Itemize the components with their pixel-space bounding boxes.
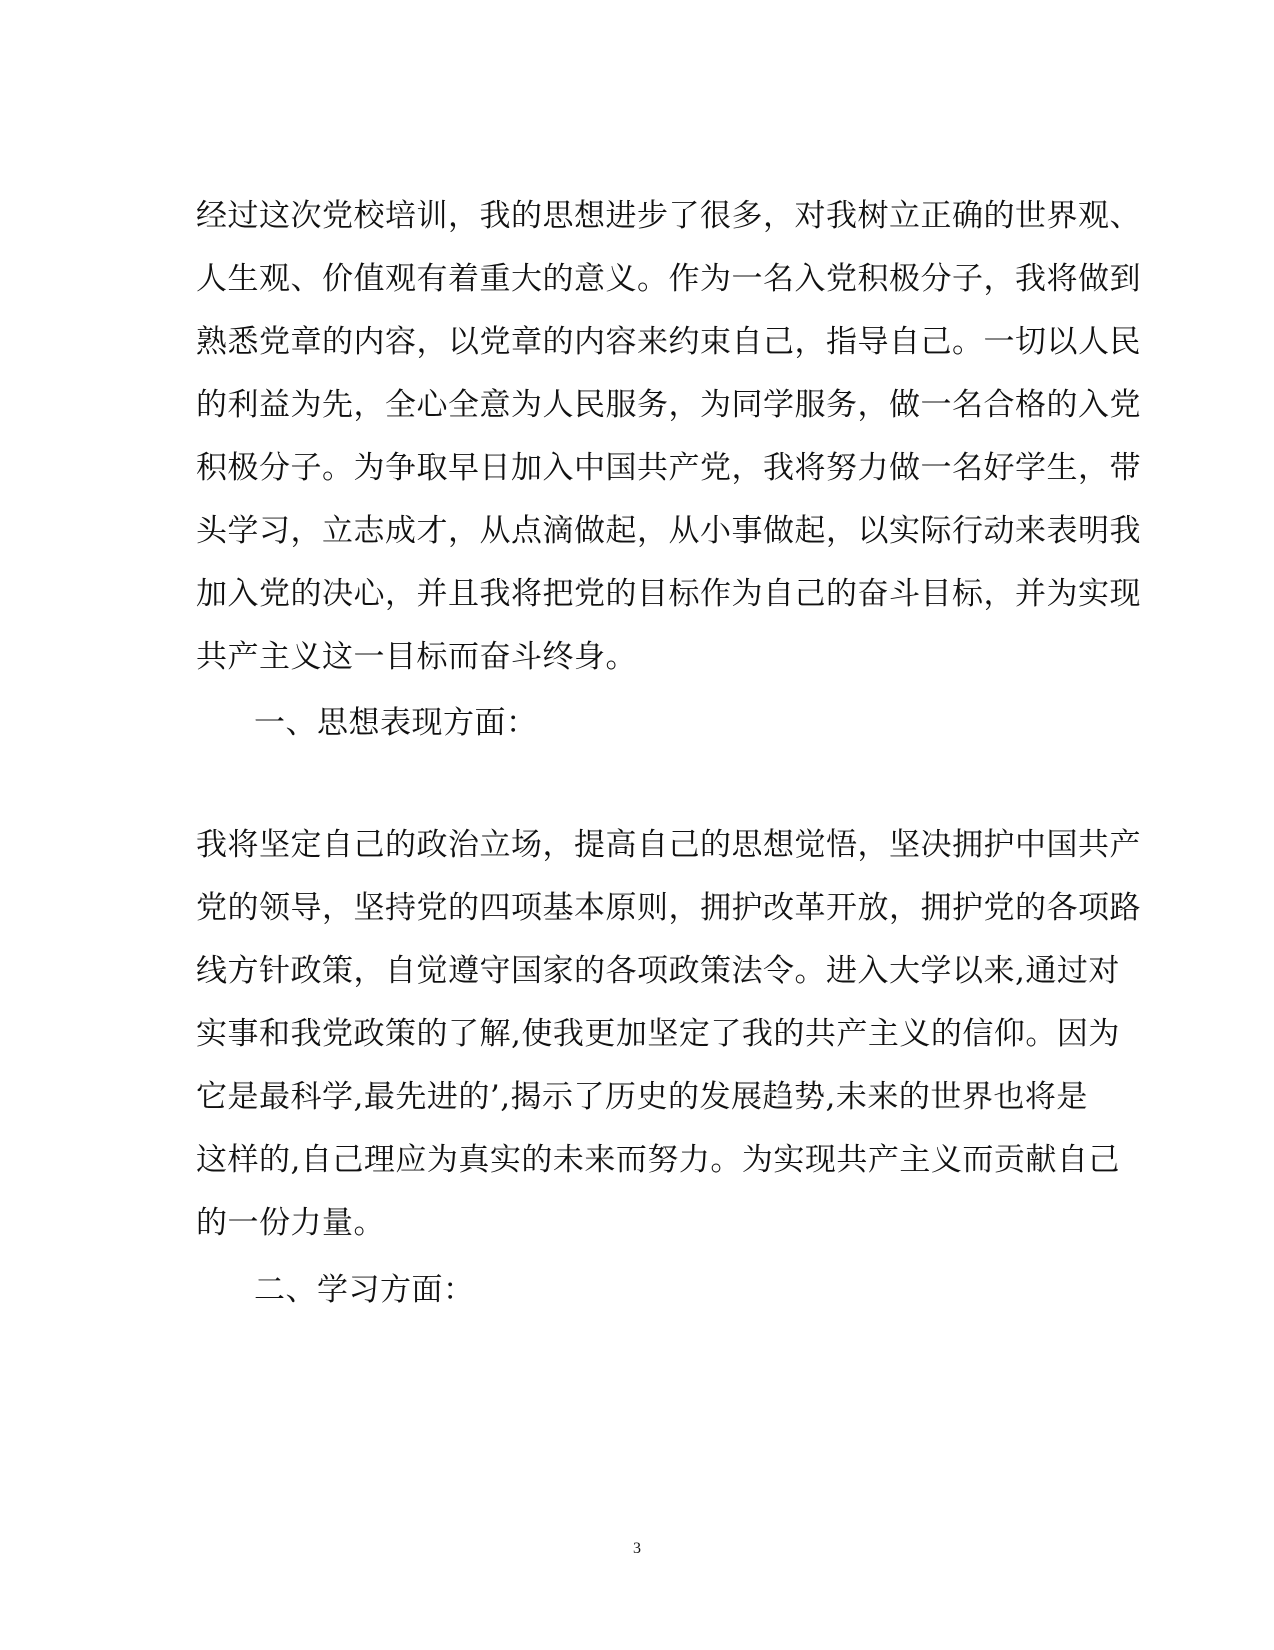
paragraph-line: 人生观、价值观有着重大的意义。作为一名入党积极分子，我将做到 [196,261,1141,297]
paragraph-line: 的利益为先，全心全意为人民服务，为同学服务，做一名合格的入党 [196,387,1141,423]
section-heading-2: 二、学习方面： [254,1272,475,1308]
paragraph-line: 它是最科学,最先进的’,揭示了历史的发展趋势,未来的世界也将是 [196,1079,1088,1115]
paragraph-line: 熟悉党章的内容，以党章的内容来约束自己，指导自己。一切以人民 [196,324,1141,360]
paragraph-line: 线方针政策，自觉遵守国家的各项政策法令。进入大学以来,通过对 [196,953,1120,989]
section-heading-1: 一、思想表现方面： [254,705,538,741]
paragraph-line: 我将坚定自己的政治立场，提高自己的思想觉悟，坚决拥护中国共产 [196,827,1141,863]
paragraph-line: 的一份力量。 [196,1205,385,1241]
paragraph-line: 加入党的决心，并且我将把党的目标作为自己的奋斗目标，并为实现 [196,576,1141,612]
paragraph-line: 经过这次党校培训，我的思想进步了很多，对我树立正确的世界观、 [196,198,1141,234]
page-number: 3 [633,1540,641,1557]
paragraph-line: 这样的,自己理应为真实的未来而努力。为实现共产主义而贡献自己 [196,1142,1120,1178]
paragraph-line: 共产主义这一目标而奋斗终身。 [196,639,637,675]
paragraph-line: 积极分子。为争取早日加入中国共产党，我将努力做一名好学生，带 [196,450,1141,486]
paragraph-line: 实事和我党政策的了解,使我更加坚定了我的共产主义的信仰。因为 [196,1016,1120,1052]
paragraph-line: 党的领导，坚持党的四项基本原则，拥护改革开放，拥护党的各项路 [196,890,1141,926]
paragraph-line: 头学习，立志成才，从点滴做起，从小事做起，以实际行动来表明我 [196,513,1141,549]
